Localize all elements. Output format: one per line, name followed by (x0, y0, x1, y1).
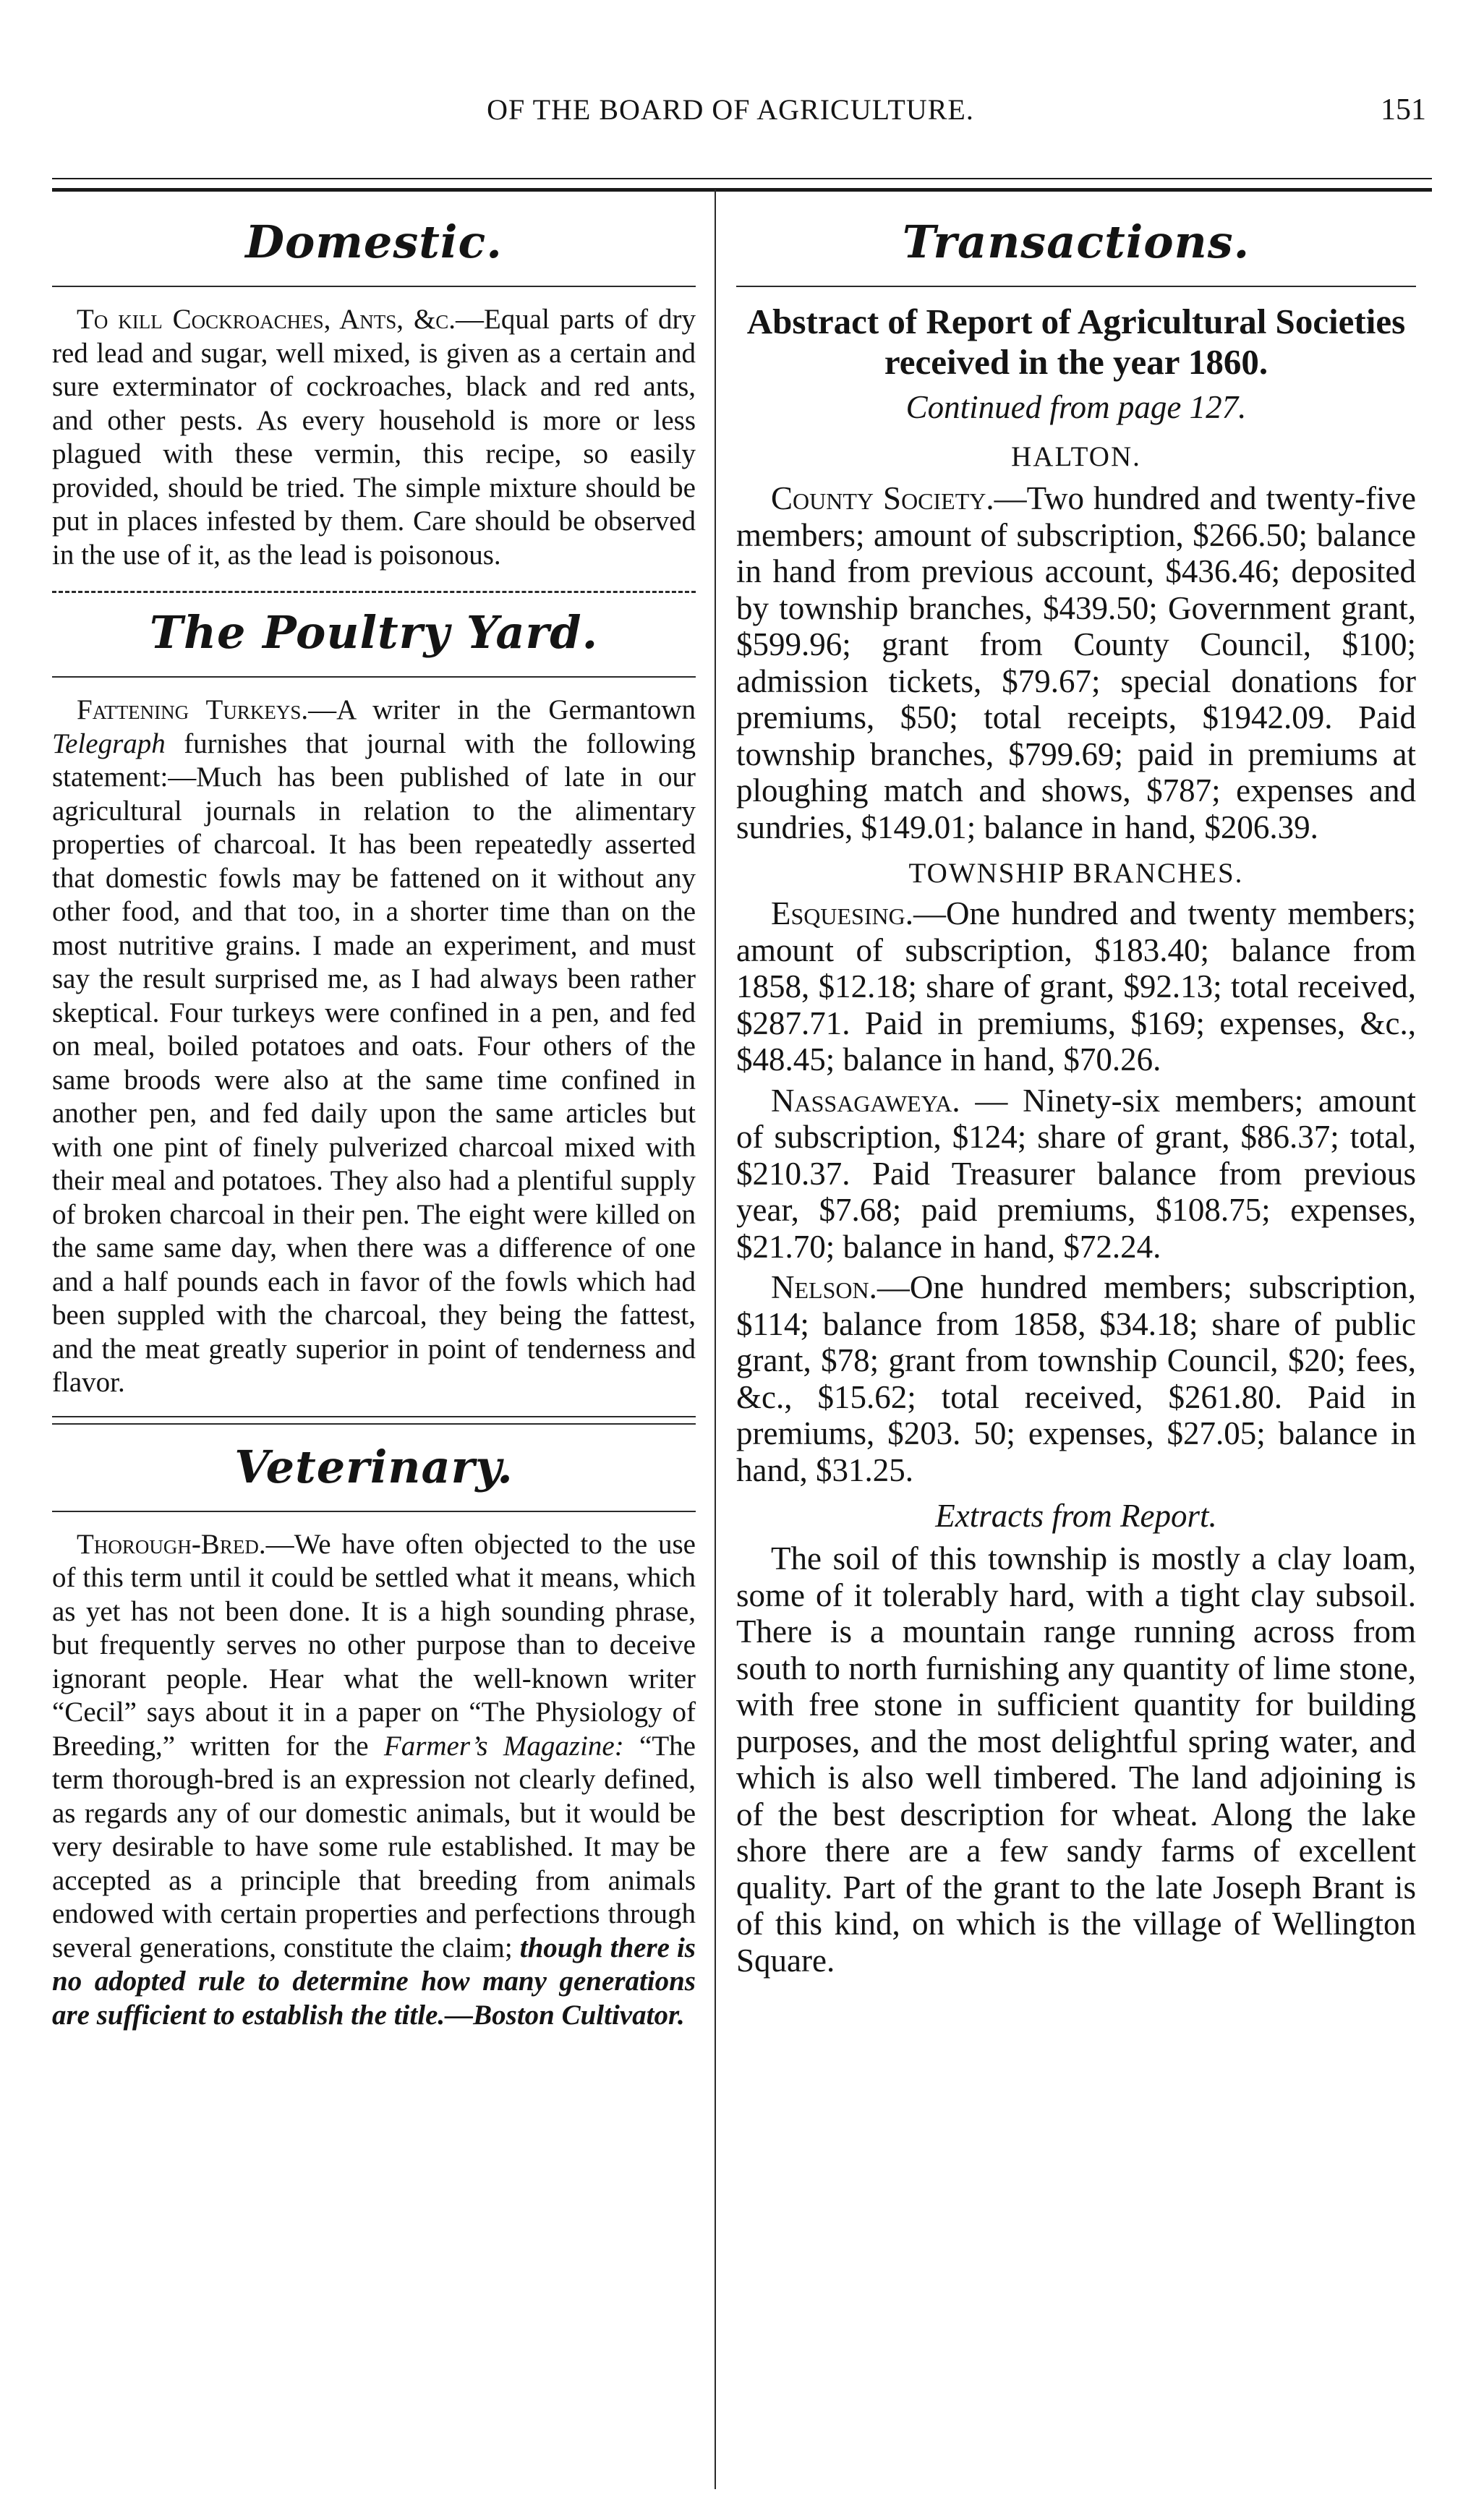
esquesing-paragraph (736, 895, 1416, 1078)
right-column (736, 197, 1416, 1979)
section-heading-domestic: Domestic. (245, 216, 503, 268)
article-italic-tail: though there is no adopted rule to determine how many generations are sufficient to establish the title.—Boston Cultivator. (52, 1932, 696, 2031)
left-column (52, 197, 696, 2032)
extracts-paragraph: The soil of this township is mostly a clay loam, some of it tolerably hard, with a tight clay subsoil. There is a mountain range running across from south to north furnishing any quantity of lime stone, with free stone in sufficient quantity for building purposes, and the most delightful spring water, and which is also well timbered. The land adjoining is of the best description for wheat. Along the lake shore there are a few sandy farms of excellent quality. Part of the grant to the late Joseph Brant is of this kind, on which is the village of Wellington Square. (736, 1540, 1416, 1979)
article-lead: Thorough-Bred.— (77, 1528, 294, 1560)
running-head: OF THE BOARD OF AGRICULTURE. (487, 93, 974, 126)
article-body: One hundred members; subscription, $114; balance from 1858, $34.18; share of public grant, $78; grant from township Council, $20; fees, &c., $15.62; total received, $261.80. Paid in premiums, $203. 50; expenses, $27.05; balance in hand, $31.25. (736, 1269, 1416, 1488)
article-body-continued: “The term thorough-bred is an expression not clearly defined, as regards any of our domestic animals, but it would be very desirable to have some rule established. It may be accepted as a principle that breeding from animals endowed with certain properties and perfections through several generations, constitute the claim; (52, 1730, 696, 1963)
article-body: Two hundred and twenty-five members; amount of subscription, $266.50; balance in hand from previous account, $436.46; deposited by township branches, $439.50; Government grant, $599.96; grant from County Council, $100; admission tickets, $79.67; special donations for premiums, $50; total receipts, $1942.09. Paid township branches, $799.69; paid in premiums at ploughing match and shows, $787; expenses and sundries, $149.01; balance in hand, $206.39. (736, 480, 1416, 845)
article-body: Ninety-six members; amount of subscription, $124; share of grant, $86.37; total, $210.37. Paid Treasurer balance from previous year, $7.68; paid premiums, $108.75; expenses, $21.70; balance in hand, $72.24. (736, 1082, 1417, 1265)
article-body: Equal parts of dry red lead and sugar, well mixed, is given as a certain and sure exterminator of cockroaches, black and red ants, and other pests. As every household is more or less plagued with these vermin, this recipe, so easily provided, should be tried. The simple mixture should be put in places infested by them. Care should be observed in the use of it, as the lead is poisonous. (52, 304, 696, 571)
subheading-halton: HALTON. (1011, 441, 1141, 472)
section-rule (52, 676, 696, 678)
section-double-rule (52, 1416, 696, 1425)
section-rule (736, 286, 1416, 287)
article-lead: County Society.— (771, 480, 1027, 516)
column-divider (715, 189, 716, 2489)
section-heading-veterinary: Veterinary. (234, 1440, 513, 1493)
article-body: A writer in the Germantown (336, 694, 696, 725)
article-thorough-bred (52, 1528, 696, 2033)
county-society-paragraph (736, 480, 1416, 845)
section-heading-transactions: Transactions. (902, 216, 1250, 268)
article-body-continued: furnishes that journal with the following statement:—Much has been published of late in our agricultural journals in relation to the alimentary properties of charcoal. It has been repeatedly asserted that domestic fowls may be fattened on it without any other food, and that too, in a shorter time than on the most nutritive grains. I made an experiment, and must say the result surprised me, as I had always been rather skeptical. Four turkeys were confined in a pen, and fed on meal, boiled potatoes and oats. Four others of the same broods were also at the same time confined in another pen, and fed daily upon the same articles but with one pint of finely pulverized charcoal mixed with their meal and potatoes. They also had a plentiful supply of broken charcoal in their pen. The eight were killed on the same same day, when there was a difference of one and a half pounds each in favor of the fowls which had been suppled with the charcoal, they being the fattest, and the meat greatly superior in point of tenderness and flavor. (52, 728, 696, 1398)
section-heading-poultry-yard: The Poultry Yard. (149, 606, 599, 659)
section-rule (52, 286, 696, 287)
article-farmers-magazine: Farmer’s Magazine: (383, 1730, 624, 1762)
article-lead: Fattening Turkeys.— (77, 694, 337, 725)
article-cockroaches (52, 303, 696, 572)
article-telegraph: Telegraph (52, 728, 166, 759)
extracts-heading: Extracts from Report. (935, 1498, 1217, 1534)
section-rule (52, 591, 696, 593)
article-body: We have often objected to the use of this term until it could be settled what it means, which as yet has not been done. It is a high sounding phrase, but frequently serves no other purpose than to deceive ignorant people. Hear what the well-known writer “Cecil” says about it in a paper on “The Physiology of Breeding,” written for the (52, 1528, 696, 1762)
subheading-township-branches: TOWNSHIP BRANCHES. (908, 858, 1244, 889)
nassagaweya-paragraph (736, 1083, 1416, 1266)
article-lead: Nelson.— (771, 1269, 910, 1305)
abstract-title: Abstract of Report of Agricultural Societies received in the year 1860. (746, 302, 1406, 382)
nelson-paragraph (736, 1269, 1416, 1488)
section-rule (52, 1511, 696, 1512)
page-number: 151 (1381, 93, 1426, 127)
article-body: One hundred and twenty members; amount of subscription, $183.40; balance from 1858, $12.18; share of grant, $92.13; total received, $287.71. Paid in premiums, $169; expenses, &c., $48.45; balance in hand, $70.26. (736, 895, 1416, 1078)
article-lead: To kill Cockroaches, Ants, &c.— (77, 304, 485, 335)
continued-note: Continued from page 127. (905, 389, 1247, 425)
top-double-rule (52, 178, 1432, 192)
article-lead: Nassagaweya. — (771, 1082, 1008, 1119)
article-lead: Esquesing.— (771, 895, 946, 931)
article-fattening-turkeys (52, 694, 696, 1400)
